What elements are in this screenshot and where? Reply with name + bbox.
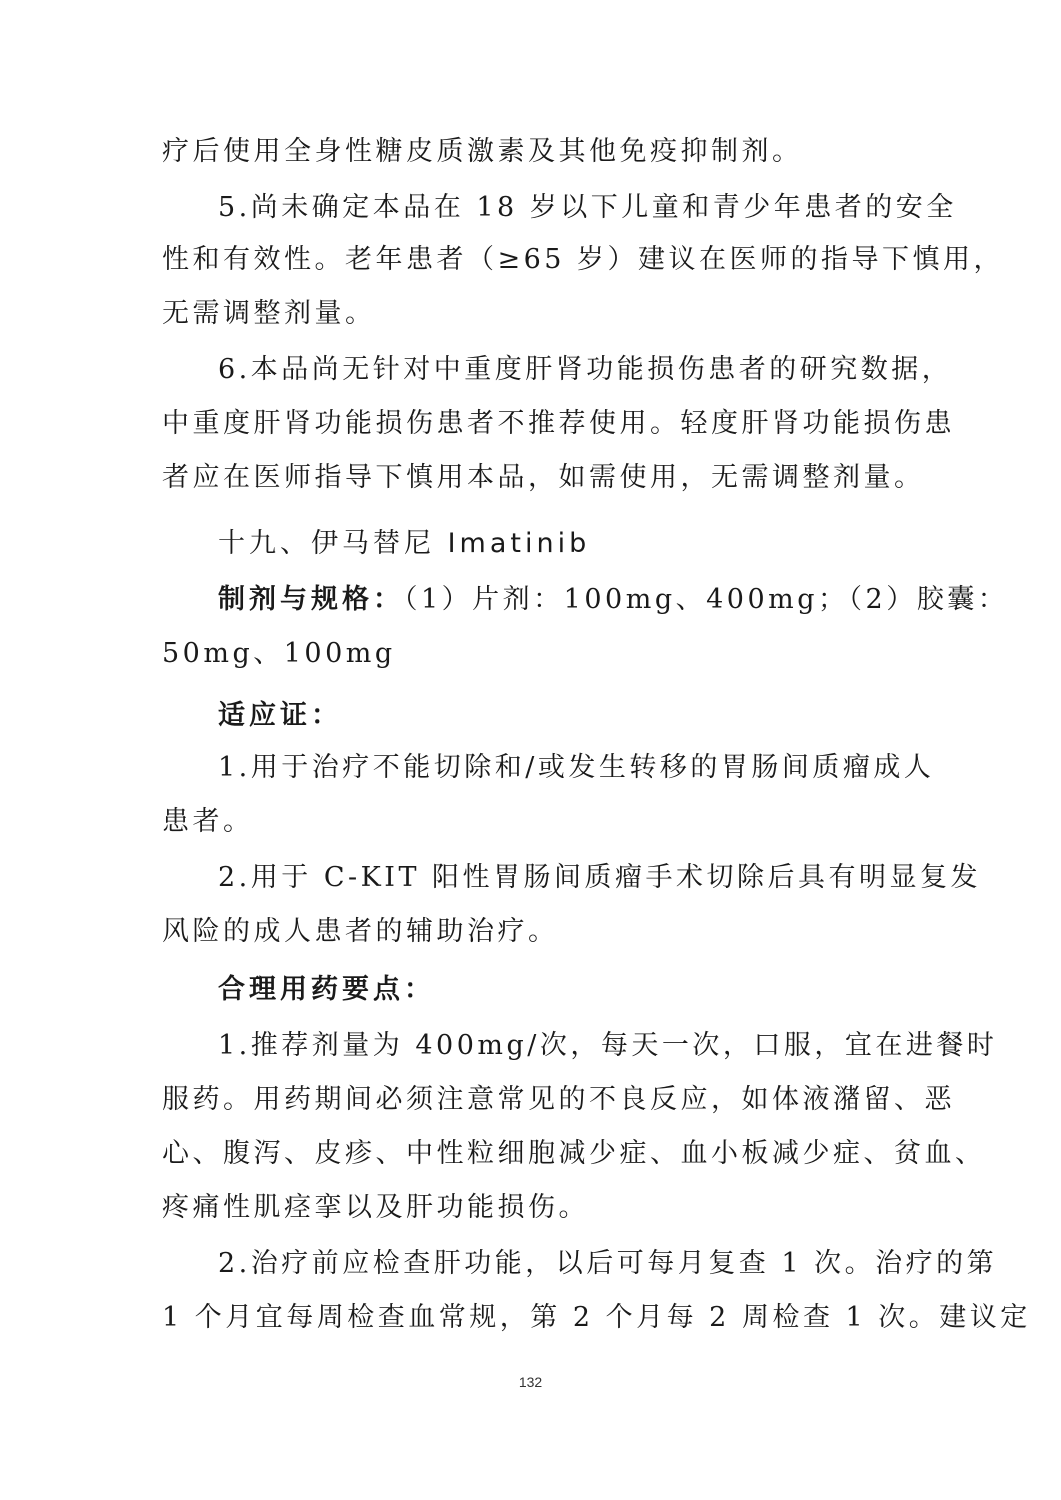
- text-line: 中重度肝肾功能损伤患者不推荐使用。轻度肝肾功能损伤患: [162, 408, 955, 439]
- text-line: 5.尚未确定本品在 18 岁以下儿童和青少年患者的安全: [218, 192, 957, 223]
- usage-heading: 合理用药要点：: [218, 974, 435, 1005]
- text-line: 患者。: [162, 806, 254, 837]
- text-line: 风险的成人患者的辅助治疗。: [162, 916, 559, 947]
- text-line: 1.推荐剂量为 400mg/次，每天一次，口服，宜在进餐时: [218, 1030, 998, 1061]
- text-line: 无需调整剂量。: [162, 298, 376, 329]
- text-line: 疼痛性肌痉挛以及肝功能损伤。: [162, 1192, 589, 1223]
- text-line: 服药。用药期间必须注意常见的不良反应，如体液潴留、恶: [162, 1084, 955, 1115]
- formulation-line: [218, 580, 1008, 620]
- indications-heading: 适应证：: [218, 700, 342, 731]
- text-line: 者应在医师指导下慎用本品，如需使用，无需调整剂量。: [162, 462, 925, 493]
- text-line: 1 个月宜每周检查血常规，第 2 个月每 2 周检查 1 次。建议定: [162, 1302, 1031, 1333]
- text-line: 心、腹泻、皮疹、中性粒细胞减少症、血小板减少症、贫血、: [162, 1138, 986, 1169]
- section-heading: 十九、伊马替尼 Imatinib: [218, 528, 591, 559]
- text-line: 性和有效性。老年患者（≥65 岁）建议在医师的指导下慎用，: [162, 244, 1005, 275]
- formulation-value: （1）片剂：100mg、400mg；（2）胶囊：: [404, 584, 1009, 615]
- text-line: 1.用于治疗不能切除和/或发生转移的胃肠间质瘤成人: [218, 752, 935, 783]
- text-line: 2.用于 C-KIT 阳性胃肠间质瘤手术切除后具有明显复发: [218, 862, 982, 893]
- text-line: 疗后使用全身性糖皮质激素及其他免疫抑制剂。: [162, 136, 803, 167]
- formulation-label: 制剂与规格：: [218, 584, 404, 615]
- page-number: 132: [518, 1374, 543, 1390]
- text-line: 50mg、100mg: [162, 638, 396, 669]
- text-line: 6.本品尚无针对中重度肝肾功能损伤患者的研究数据，: [218, 354, 953, 385]
- text-line: 2.治疗前应检查肝功能，以后可每月复查 1 次。治疗的第: [218, 1248, 998, 1279]
